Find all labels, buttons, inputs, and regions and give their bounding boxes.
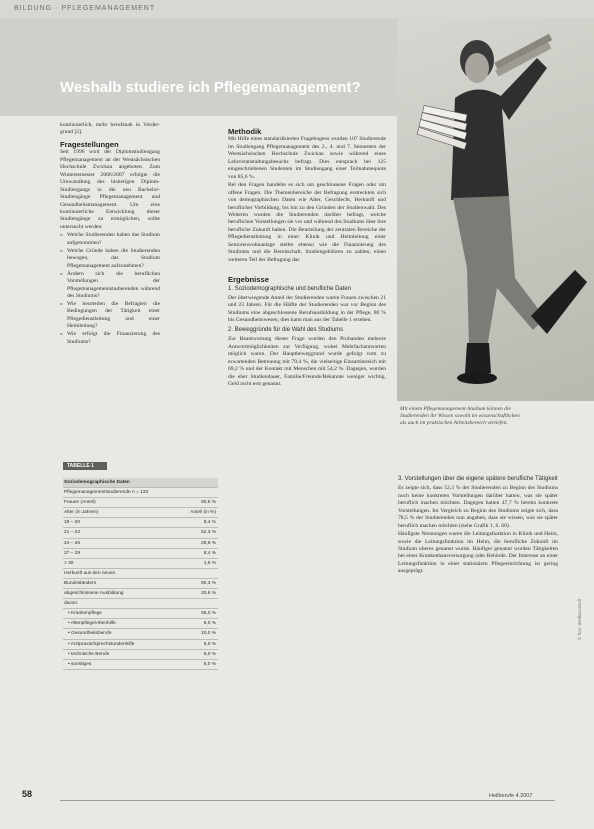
table-cell-value: 29,9 % [201,540,216,546]
question-list [60,232,160,346]
section-heading-methodik: Methodik [228,127,262,136]
table-cell-label: davon: [64,601,79,607]
table-cell-value: 10,0 % [201,631,216,637]
ergebnisse-text-1: Der überwiegende Anteil der Studierenden waren Frauen zwischen 21 und 23 Jahren. Für die Hälfte der Studierenden war vor Beginn des Studiums eine abgeschlossene Berufsausbildung in der Pflege, 80 % bis Gesundheitswesen, dies kann man aus der Tabelle 1 ersehen. [228,295,386,324]
table-row [63,498,218,508]
table-cell-value: 80,5 % [201,500,216,506]
table-row [63,650,218,660]
table-row [63,539,218,549]
page-number: 58 [22,789,33,799]
ergebnisse-text-2: Zur Beantwortung dieser Frage wurden den Probanden mehrere Antwortmöglichkeiten zur Verfügung, wobei Mehrfachantworten möglich waren. Der Hauptbeweggrund wurde gefolgt vom zu erwartenden Betreuung mit 79,4 %, die vielseitige Einsatzbereich mit 69,2 % und der Kontakt mit Menschen mit 54,2 %. Dagegen, wurden die eher Studiendauer, Familie/Freunde/Bekannte weniger wichtig. Geld nicht erst genannt. [228,336,386,387]
subheading-soziodemographisch: 1. Soziodemographische und berufliche Daten [228,285,352,292]
table-cell-label: Pflegemanagementstudierende n = 133 [64,490,149,496]
table-row [63,549,218,559]
table-cell-value: 55,0 % [201,611,216,617]
table-cell-value: 8,4 % [203,550,216,556]
table-row [63,579,218,589]
table-cell-label: 18 – 20 [64,520,81,526]
table-cell-label: abgeschlossene Ausbildung [64,591,124,597]
fragestellungen-text: Seit 1996 wird der Diplomstudiengang Pflegemanagement an der Westsächsischen Hochschule Zwickau angeboten. Zum Wintersemester 2006/2007 erfolgte die Umwandlung des bisherigen Diplom-Studiengangs in die neu Bachelor-Studiengänge Pflegemanagement und Gesundheitsmanagement. Um eine kontinuierliche Entwicklung dieser Studiengänge zu ermöglichen, sollte untersucht werden: [60,149,160,230]
subheading-vorstellungen: 3. Vorstellungen über die eigene spätere berufliche Tätigkeit [398,476,558,482]
table-cell-value: 52,3 % [201,530,216,536]
table-cell-label: Herkunft aus den neuen [64,570,116,576]
table-cell-label: 21 – 23 [64,530,81,536]
running-head: BILDUNG · PFLEGEMANAGEMENT [14,5,156,12]
table-label: TABELLE 1 [63,462,107,470]
table-cell-label: • Altenpflege/Altenhilfe [68,621,116,627]
table-cell-value: 5,0 % [203,641,216,647]
table-cell-label: > 30 [64,560,74,566]
table-cell-label: 24 – 26 [64,540,81,546]
methodik-text-2: Bei den Fragen handelte es sich um geschlossene Fragen oder um offene Fragen. Die Themenbereiche der Befragung erstreckten sich von demographischen Daten wie Alter, Geschlecht, Herkunft und beruflicher Vorbildung, bis hin zu den Gründen der Studienwahl. Des Weiteren wurden die Studierenden darüber befragt, welche beruflichen Vorstellungen sie vor und während des Studiums über ihre berufliche Zukunft haben. Die Beurteilung der zentralen Bereiche der Pflegedienstleitung in einer Klinik und Heimleitung einer Seniorenwohnanlage stellte ebenso wie die Finanzierung des Studiums und die Bereitschaft, Studiengebühren zu zahlen, einen weiteren Teil der Befragung dar. [228,182,386,263]
footer-rule [60,800,555,801]
table-cell-label: • Arztpraxis/Sprechstundenhilfe [68,641,135,647]
table-cell-value: 5,0 % [203,621,216,627]
table-row [63,609,218,619]
column-2 [228,128,386,389]
header-band [0,18,398,116]
table-cell-value: 1,8 % [203,560,216,566]
table-row [63,528,218,538]
table-cell-label: 27 – 29 [64,550,81,556]
table-cell-value: 20,6 % [201,591,216,597]
list-item: » Wie beurteilen die Befragten die Bedingungen der Tätigkeit einer Pflegedienstleitung und einer Heimleitung? [60,300,160,330]
student-with-books-photo [397,18,594,401]
table-cell-value: 9,4 % [203,520,216,526]
table-row [63,508,218,518]
table-cell-label: • technische Berufe [68,651,110,657]
table-row [63,660,218,670]
table-cell-value: 90,3 % [201,580,216,586]
table-cell-value: 5,0 % [203,661,216,667]
list-item: » Welche Studierenden haben das Studium aufgenommen? [60,232,160,246]
column-3 [398,474,558,577]
vorstellungen-text-1: Es zeigte sich, dass 52,3 % der Studierenden zu Beginn des Studiums noch keine konkreten Vorstellungen darüber hatten, was sie später beruflich machen möchten. Dagegen hatten 47,7 % bereits konkrete Vorstellungen. Im Vergleich zu Beginn des Studiums zeigte sich, dass 78,5 % der Studierenden nun angaben, dass sie wissen, was sie später beruflich machen möchten (siehe Grafik 1, S. 60). [398,485,558,529]
article-title: Weshalb studiere ich Pflegemanagement? [60,79,361,96]
list-item: » Wie erfolgt die Finanzierung des Studiums? [60,331,160,345]
table-row [63,569,218,579]
table-row [63,619,218,629]
table-row [63,518,218,528]
methodik-text: Mit Hilfe eines standardisierten Fragebogens wurden 107 Studierende im Studiengang Pflegemanagement des 2., 4. und 7. Semesters der Westsächsischen Hochschule Zwickau sowie während eines Lehrveranstaltungsbesuchs befragt. Dies entsprach bei 125 eingeschriebenen Studenten im Studiengang einer Teilnahmequote von 85,6 %. [228,136,386,180]
table-cell-label: • Krankenpflege [68,611,102,617]
table-cell-label: • sonstiges [68,661,92,667]
photo-credit: © foto: mediaconsult [577,598,582,640]
intro-end-text: kontinuierlich, mehr berufsnah in Vorder-grund [2]. [60,122,160,136]
table-cell-label: Alter (in Jahren) [64,510,99,516]
table-cell-label: Frauen (Anteil) [64,500,96,506]
article-photo [397,18,594,401]
subheading-beweggruende: 2. Beweggründe für die Wahl des Studiums [228,326,344,333]
demographics-table [63,478,218,670]
table-row [63,629,218,639]
table-cell-value: Anteil (in %) [190,510,216,516]
column-1 [60,122,160,347]
table-row [63,640,218,650]
section-heading-fragestellungen: Fragestellungen [60,139,119,149]
photo-caption: Mit einem Pflegemanagement-Studium können die Studierenden ihr Wissen sowohl im wissenschaftlichen als auch im praktischen Arbeitsbereich vertiefen. [400,406,520,426]
table-row [63,599,218,609]
journal-issue: Heilberufe 4.2007 [489,793,533,799]
table-cell-label: • Gesundheitsberufe [68,631,112,637]
table-row [63,559,218,569]
table-cell-label: Bundesländern [64,580,97,586]
section-heading-ergebnisse: Ergebnisse [228,275,269,285]
table-cell-value: 5,0 % [203,651,216,657]
list-item: » Ändern sich die beruflichen Vorstellungen der Pflegemanagementstudierenden während des Studiums? [60,270,160,299]
vorstellungen-text-2: Häufigste Nennungen waren die Leitungsfunktion in Klinik und Heim, sowie die Leitungsfunktion im Heim, die berufliche Zukunft im Studium oberes genannt wurde. Häufiger genannt wurden Tätigkeiten bei einer Krankenhausversorgung oder Behörde. Der Interesse an einer Leitungsfunktion in einer stationären Pflegeeinrichtung ist gering ausgeprägt. [398,531,558,575]
list-item: » Welche Gründe haben die Studierenden bewogen, das Studium Pflegemanagement aufzunehmen? [60,247,160,269]
table-title-row: Soziodemographische Daten [63,478,218,488]
table-row [63,488,218,498]
table-row [63,589,218,599]
